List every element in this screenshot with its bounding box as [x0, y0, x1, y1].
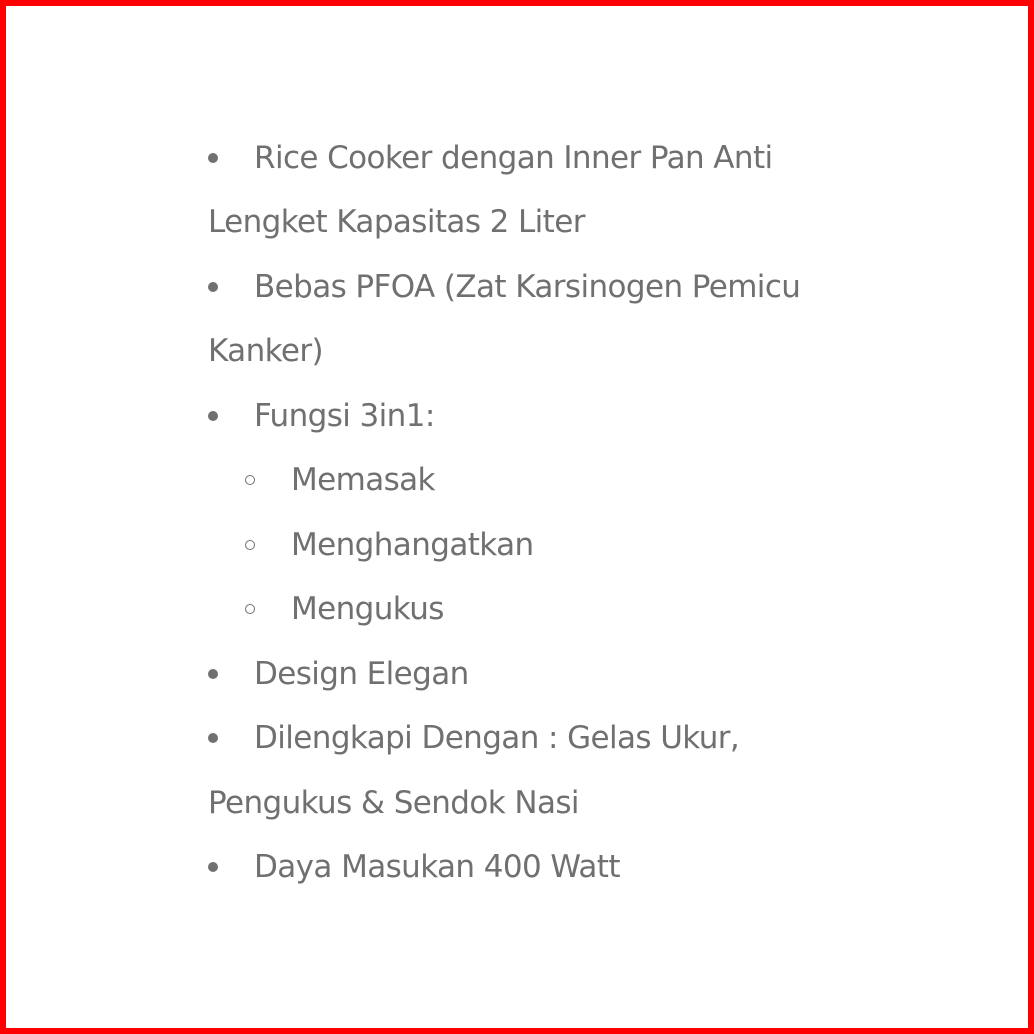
bullet-icon: [208, 153, 218, 163]
circle-bullet-icon: [245, 604, 255, 614]
bullet-icon: [208, 282, 218, 292]
list-item-text: Lengket Kapasitas 2 Liter: [208, 204, 585, 240]
list-item-text: Kanker): [208, 333, 323, 369]
list-item-text: Design Elegan: [254, 656, 469, 692]
sub-list-item-text: Menghangatkan: [291, 527, 534, 563]
bullet-icon: [208, 669, 218, 679]
list-item-text: Daya Masukan 400 Watt: [254, 849, 620, 885]
list-item-text: Pengukus & Sendok Nasi: [208, 785, 579, 821]
sub-list-item-text: Mengukus: [291, 591, 444, 627]
list-item-text: Rice Cooker dengan Inner Pan Anti: [254, 140, 773, 176]
list-item-text: Bebas PFOA (Zat Karsinogen Pemicu: [254, 269, 801, 305]
sub-list-item-text: Memasak: [291, 462, 435, 498]
circle-bullet-icon: [245, 540, 255, 550]
bullet-icon: [208, 411, 218, 421]
bullet-icon: [208, 862, 218, 872]
list-item-text: Fungsi 3in1:: [254, 398, 435, 434]
list-item-text: Dilengkapi Dengan : Gelas Ukur,: [254, 720, 740, 756]
feature-list: [208, 6, 908, 1028]
bullet-icon: [208, 733, 218, 743]
circle-bullet-icon: [245, 475, 255, 485]
